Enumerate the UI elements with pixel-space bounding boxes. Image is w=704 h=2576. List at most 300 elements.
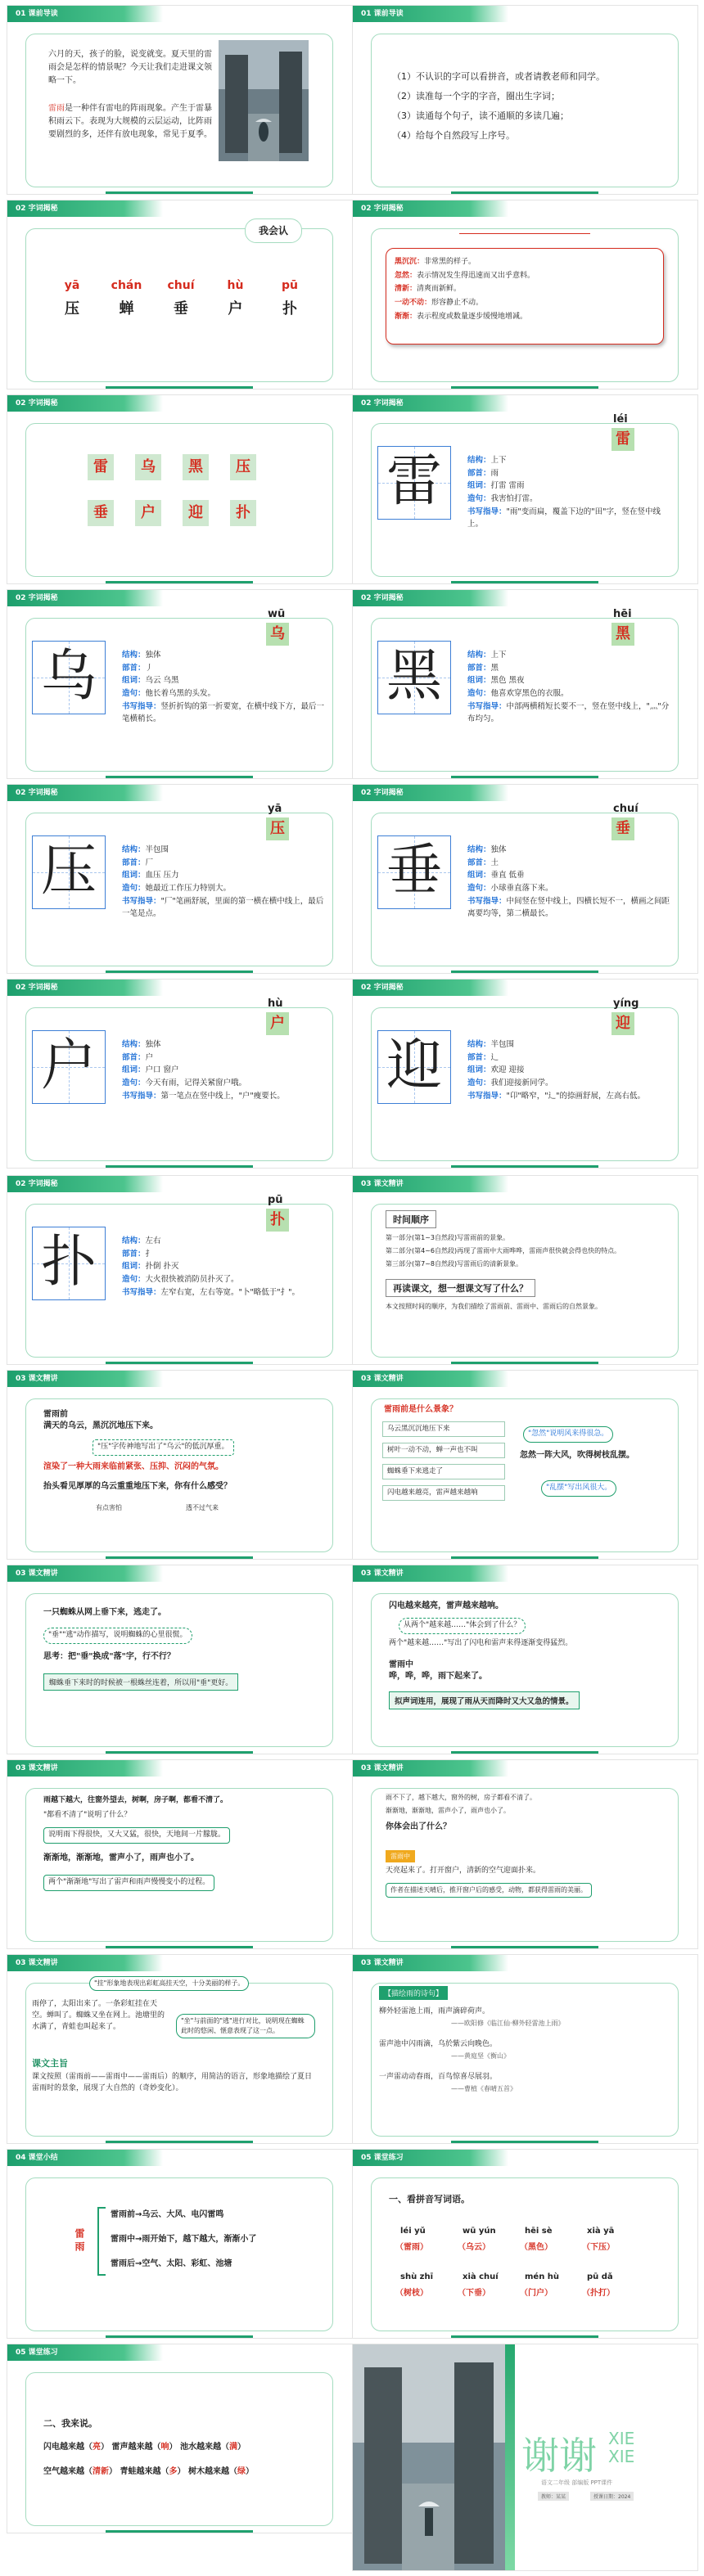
part-2: 第二部分(第4~6自然段)再现了雷雨中大雨哗哗，雷雨声很快就会得也快的特点。 [386, 1247, 621, 1254]
info-value: 雨 [490, 468, 499, 478]
answer-box: 蜘蛛垂下来时的时候被一根蛛丝连着，所以用"垂"更好。 [43, 1673, 238, 1691]
fill-answer[interactable]: 亮 [93, 2443, 101, 2452]
info-label: 造句： [122, 1079, 146, 1088]
thanks-text: 谢谢 [521, 2434, 597, 2478]
rain-sound: 哗，哗，哗，雨下起来了。 [389, 1672, 487, 1681]
section-header: 02 字词揭秘 [353, 980, 508, 996]
info-value: 竖折折钩的第一折要宽，在横中线下方，最后一笔横稍长。 [122, 701, 325, 724]
info-row [122, 687, 327, 700]
slide-24[interactable] [352, 2149, 698, 2339]
info-row [122, 649, 327, 662]
section-header: 03 课文精讲 [7, 1371, 163, 1387]
info-row [122, 1235, 327, 1248]
large-char: 黑 [386, 644, 442, 709]
info-value: 户口 窗户 [145, 1065, 179, 1075]
info-row [467, 844, 672, 857]
scene-row: 闪电越来越亮，雷声越来越响 [382, 1485, 505, 1501]
note-box: "挂"形象地表现出彩虹高挂天空，十分美丽的样子。 [89, 1976, 249, 1991]
info-label: 组词： [467, 481, 491, 491]
scene-row: 树叶一动不动，蝉一声也不叫 [382, 1443, 505, 1458]
section-header: 03 课文精讲 [353, 1955, 508, 1971]
slide-14[interactable] [352, 1175, 698, 1365]
summary-row: 雷雨后→空气、太阳、彩虹、池塘 [111, 2259, 232, 2268]
info-value: 扌 [145, 1249, 154, 1259]
info-row [467, 649, 672, 662]
pinyin-prompt: léi yǔ [400, 2227, 426, 2236]
char-tile[interactable]: 扑 [230, 500, 256, 526]
scene-row: 乌云黑沉沉地压下来 [382, 1421, 505, 1437]
slide-6[interactable] [352, 394, 698, 584]
slide-18[interactable] [352, 1565, 698, 1754]
line-2: 渐渐地，渐渐地，雷声小了，雨声也小了。 [386, 1807, 510, 1814]
info-value: 独体 [490, 845, 507, 854]
highlight-word: 雷雨 [48, 104, 65, 113]
tian-grid-char [32, 835, 106, 909]
slide-10[interactable] [352, 784, 698, 974]
poem-source: ——曹植《春晴五首》 [451, 2085, 517, 2092]
tian-grid-char [377, 835, 451, 909]
section-header: 04 课堂小结 [7, 2150, 163, 2166]
char-tile[interactable]: 乌 [135, 454, 161, 480]
info-label: 书写指导： [122, 701, 161, 711]
section-header: 02 字词揭秘 [353, 395, 508, 412]
teacher-tag: 教师：某某 [538, 2492, 569, 2501]
info-value: 垂直 低垂 [490, 871, 525, 880]
storm-label: 雷雨中 [389, 1660, 413, 1669]
pinyin: yā [64, 279, 80, 292]
char-pinyin: yíng [613, 998, 639, 1010]
vocab-def: 形容静止不动。 [431, 298, 484, 307]
slide-21[interactable] [7, 1954, 353, 2144]
slide-5[interactable] [7, 394, 353, 584]
poem-line: 一声雷动动春雨，百鸟惊喜尽展羽。 [379, 2073, 498, 2081]
answer-text: 本文按照时间的顺序，为我们描绘了雷雨前、雷雨中、雷雨后的自然景象。 [386, 1303, 602, 1310]
pinyin: hù [227, 279, 244, 292]
fill-answer[interactable]: 满 [228, 2443, 237, 2452]
bottom-accent [106, 1362, 253, 1364]
info-row [122, 1260, 327, 1273]
char-tile: 乌 [266, 623, 289, 646]
section-header: 03 课文精讲 [7, 1760, 163, 1777]
info-label: 部首： [467, 663, 491, 673]
line-1: 雨不下了，越下越大，窗外的树，房子都看不清了。 [386, 1794, 536, 1801]
question: 雷雨前是什么景象？ [384, 1405, 458, 1414]
bottom-accent [106, 1946, 253, 1948]
info-row [467, 687, 672, 700]
info-value: 上下 [490, 456, 507, 465]
info-value: 半包围 [145, 845, 169, 854]
bottom-accent [106, 1556, 253, 1559]
char-tile[interactable]: 户 [135, 500, 161, 526]
section-header: 05 课堂练习 [353, 2150, 508, 2166]
info-value: 大火很快被消防员扑灭了。 [145, 1275, 239, 1285]
info-value: 辶 [490, 1052, 499, 1062]
bottom-accent [451, 581, 598, 583]
answer[interactable]: （雷雨） [395, 2243, 428, 2252]
section-header: 02 字词揭秘 [7, 395, 163, 412]
tip-1: （1）不认识的字可以看拼音，或者请教老师和同学。 [392, 71, 605, 82]
section-header: 03 课文精讲 [353, 1176, 508, 1192]
info-label: 书写指导： [467, 896, 507, 906]
info-label: 造句： [467, 494, 491, 504]
bottom-accent [106, 776, 253, 778]
slide-4[interactable] [352, 200, 698, 390]
section-header: 02 字词揭秘 [7, 590, 163, 606]
info-row [122, 700, 327, 726]
slide-12[interactable] [352, 979, 698, 1169]
time-order-label: 时间顺序 [386, 1210, 436, 1228]
info-label: 结构： [122, 1236, 146, 1245]
pinyin: chán [111, 279, 142, 292]
vocab-row [395, 296, 655, 310]
answer[interactable]: （黑色） [520, 2243, 553, 2252]
tian-grid-char [377, 641, 451, 714]
info-row [467, 857, 672, 870]
info-value: 丿 [145, 663, 154, 673]
info-label: 书写指导： [467, 507, 507, 516]
large-char: 雷 [386, 449, 442, 514]
tip-4: （4）给每个自然段写上序号。 [392, 130, 515, 141]
info-value: 血压 压力 [145, 871, 179, 880]
info-label: 组词： [467, 871, 491, 880]
info-value: 中间竖在竖中线上，四横长短不一，横画之间距离要均等，第二横最长。 [467, 896, 670, 919]
note-sudden: "忽然"说明风来得很急。 [523, 1426, 613, 1443]
char-tile: 压 [266, 817, 289, 840]
fill-row [43, 2441, 246, 2454]
info-label: 部首： [122, 858, 146, 867]
info-label: 组词： [122, 676, 146, 686]
char-pinyin: hēi [613, 608, 632, 620]
speech-bubble: 我会认 [245, 218, 302, 243]
vocab-def: 非常黑的样子。 [424, 258, 476, 266]
poem-line: 柳外轻雷池上雨，雨声滴碎荷声。 [379, 2007, 490, 2015]
tip-2: （2）读准每一个字的字音，圈出生字词； [392, 91, 560, 101]
bracket [97, 2207, 106, 2276]
tip-badge: 雷雨中 [386, 1850, 415, 1862]
hanzi: 垂 [174, 300, 188, 317]
info-label: 造句： [467, 689, 491, 699]
fill-answer[interactable]: 多 [169, 2467, 178, 2476]
bottom-accent [106, 1751, 253, 1754]
info-value: 今天有雨，记得关紧窗户哦。 [145, 1079, 247, 1088]
bottom-accent [451, 971, 598, 973]
pinyin-card [50, 279, 94, 318]
intro-text: 六月的天，孩子的脸，说变就变。夏天里的雷雨会是怎样的情景呢？今天让我们走进课文领略一下。 [48, 50, 212, 85]
slide-17[interactable] [7, 1565, 353, 1754]
info-row [122, 1077, 327, 1090]
info-value: 中部两横稍短长要不一，竖在竖中线上，"灬"分布均匀。 [467, 701, 670, 724]
slide-20[interactable] [352, 1759, 698, 1949]
info-label: 书写指导： [122, 896, 161, 906]
part-3: 第三部分(第7~8自然段)写雷雨后的清新景象。 [386, 1260, 523, 1268]
char-pinyin: léi [613, 413, 628, 426]
slide-1[interactable] [7, 5, 353, 195]
slide-2[interactable] [352, 5, 698, 195]
info-value: 土 [490, 858, 499, 867]
bottom-accent [106, 2141, 253, 2143]
question: 抬头看见厚厚的乌云重重地压下来，你有什么感受？ [43, 1482, 232, 1491]
section-header: 03 课文精讲 [353, 1565, 508, 1582]
info-row [467, 467, 672, 480]
paragraph: 雨停了，太阳出来了。一条彩虹挂在天空。蝉叫了。蜘蛛又坐在网上。池塘里的水满了，青蛙也叫起来了。 [32, 2000, 165, 2031]
section-header: 01 课前导读 [353, 6, 508, 22]
info-label: 造句： [122, 884, 146, 894]
hanzi: 扑 [282, 300, 297, 317]
vocab-term: 忽然： [395, 271, 417, 280]
char-pinyin: yā [268, 803, 282, 815]
bottom-accent [451, 1165, 598, 1168]
bottom-accent [451, 2141, 598, 2143]
answer[interactable]: （扑打） [582, 2289, 615, 2298]
info-value: "雨"变而扁，覆盖下边的"田"字，竖在竖中线上。 [467, 507, 661, 529]
bottom-accent [106, 2335, 253, 2338]
slide-9[interactable] [7, 784, 353, 974]
slide-7[interactable] [7, 589, 353, 779]
info-value: 小球垂直落下来。 [490, 884, 553, 894]
bottom-accent [451, 776, 598, 778]
answer[interactable]: （门户） [520, 2289, 553, 2298]
info-row [467, 1064, 672, 1077]
info-label: 组词： [467, 1065, 491, 1075]
slide-25[interactable] [7, 2344, 353, 2533]
sentence: 一只蜘蛛从网上垂下来，逃走了。 [43, 1608, 166, 1617]
part-1: 第一部分(第1~3自然段)写雷雨前的景象。 [386, 1234, 510, 1241]
section-header: 01 课前导读 [7, 6, 163, 22]
info-row [467, 493, 672, 506]
bottom-accent [106, 1165, 253, 1168]
hanzi: 蝉 [119, 300, 134, 317]
info-row [467, 1077, 672, 1090]
bottom-accent [451, 2335, 598, 2338]
char-tile[interactable]: 迎 [183, 500, 209, 526]
sentence: 满天的乌云，黑沉沉地压下来。 [43, 1421, 158, 1430]
answer[interactable]: （下垂） [458, 2289, 490, 2298]
info-label: 结构： [122, 845, 146, 854]
info-value: 欢迎 迎接 [490, 1065, 525, 1075]
slide-8[interactable] [352, 589, 698, 779]
char-pinyin: chuí [613, 803, 639, 815]
info-row [467, 1090, 672, 1103]
sentence: 闪电越来越亮，雷声越来越响。 [389, 1601, 503, 1610]
summary-label: 雷雨 [74, 2228, 85, 2254]
vocab-term: 一动不动： [395, 298, 432, 307]
info-label: 书写指导： [122, 1287, 161, 1297]
info-label: 部首： [122, 1052, 146, 1062]
note-sway: "乱摆"写出风很大。 [541, 1480, 616, 1497]
bottom-accent [106, 581, 253, 583]
theme-title: 课文主旨 [32, 2058, 68, 2069]
answer-box: 拟声词连用，展现了雨从天而降时又大又急的情景。 [389, 1691, 580, 1709]
note-box-2: "坐"与前面的"逃"进行对比，说明现在蜘蛛此时的悠闲、惬意表现了这一点。 [176, 2014, 315, 2038]
explanation: 两个"越来越……"写出了闪电和雷声来得逐渐变得猛烈。 [389, 1639, 573, 1647]
info-row [467, 662, 672, 675]
before-storm-label: 雷雨前 [43, 1410, 68, 1419]
slide-15[interactable] [7, 1370, 353, 1560]
hanzi: 户 [228, 300, 243, 317]
vocab-def: 表示情况发生得迅速而又出乎意料。 [417, 271, 535, 280]
date-tag: 授课日期：2024 [590, 2492, 634, 2501]
info-value: 乌云 乌黑 [145, 676, 179, 686]
info-value: 我害怕打雷。 [490, 494, 538, 504]
pinyin-row [50, 279, 312, 318]
section-header: 02 字词揭秘 [7, 1176, 163, 1192]
pinyin-card [105, 279, 149, 318]
vocab-term: 渐渐： [395, 312, 417, 321]
char-info [122, 1235, 327, 1299]
char-tile: 扑 [266, 1209, 289, 1232]
slide-23[interactable] [7, 2149, 353, 2339]
tian-grid-char [32, 1030, 106, 1104]
info-value: 独体 [145, 651, 161, 660]
vocab-term: 黑沉沉： [395, 258, 425, 266]
char-tile: 垂 [611, 817, 634, 840]
bottom-accent [106, 971, 253, 973]
thanks-pinyin-1: XIE [608, 2429, 635, 2448]
info-row [122, 844, 327, 857]
poem-source: ——黄庭坚《衡山》 [451, 2052, 510, 2060]
info-value: 独体 [145, 1040, 161, 1049]
pinyin: pū [282, 279, 298, 292]
slide-22[interactable] [352, 1954, 698, 2144]
pinyin-card [268, 279, 312, 318]
info-label: 组词： [122, 1262, 146, 1272]
rain-street-image [219, 40, 309, 161]
info-label: 造句： [122, 689, 146, 699]
section-header: 02 字词揭秘 [7, 200, 163, 217]
large-char: 户 [40, 1034, 97, 1098]
answer[interactable]: （树枝） [395, 2289, 428, 2298]
answer[interactable]: （下压） [582, 2243, 615, 2252]
info-row [122, 1286, 327, 1299]
char-tile[interactable]: 垂 [88, 500, 114, 526]
slide-19[interactable] [7, 1759, 353, 1949]
slide-26-thanks[interactable] [352, 2344, 698, 2571]
large-char: 乌 [40, 644, 97, 709]
bottom-accent [451, 1362, 598, 1364]
note-box: "垂""逃"动作描写，说明蜘蛛的心里很慌。 [43, 1628, 192, 1644]
large-char: 压 [40, 839, 97, 903]
info-label: 书写指导： [467, 701, 507, 711]
line-3: 天亮起来了。打开窗户，清新的空气迎面扑来。 [386, 1867, 541, 1875]
section-header: 02 字词揭秘 [353, 590, 508, 606]
summary-row: 雷雨前→乌云、大风、电闪雷鸣 [111, 2210, 224, 2219]
info-label: 部首： [122, 1249, 146, 1259]
info-row [122, 1248, 327, 1261]
bottom-accent [106, 2530, 253, 2533]
info-label: 部首： [467, 858, 491, 867]
section-header: 02 字词揭秘 [353, 785, 508, 801]
info-row [467, 869, 672, 882]
section-header: 02 字词揭秘 [353, 200, 508, 217]
question: 你体会出了什么？ [386, 1822, 451, 1831]
pinyin-prompt: xià yā [587, 2227, 615, 2236]
bottom-accent [106, 191, 253, 194]
pinyin-prompt: shù zhī [400, 2272, 434, 2281]
info-row [122, 662, 327, 675]
poem-line: 雷声池中闪雨滴，乌於紫云向晚色。 [379, 2040, 498, 2048]
fill-answer[interactable]: 清新 [93, 2467, 109, 2476]
vocab-row [395, 282, 655, 296]
gate-photo [353, 2344, 505, 2571]
mood-text: 渲染了一种大雨来临前紧张、压抑、沉闷的气氛。 [43, 1462, 223, 1471]
info-label: 造句： [122, 1275, 146, 1285]
char-pinyin: pū [268, 1194, 283, 1206]
sentence-2: 渐渐地，渐渐地，雷声小了，雨声也小了。 [43, 1853, 199, 1862]
feeling-2: 透不过气来 [186, 1504, 219, 1511]
fill-text: 闪电越来越（ [43, 2443, 93, 2452]
bottom-accent [451, 1556, 598, 1559]
summary-row: 雷雨中→雨开始下，越下越大，渐渐小了 [111, 2235, 257, 2244]
fill-text: ） [245, 2467, 254, 2476]
fill-answer[interactable]: 响 [160, 2443, 169, 2452]
char-tile: 户 [266, 1012, 289, 1035]
feeling-1: 有点害怕 [96, 1504, 122, 1511]
note-box: "压"字传神地写出了"乌云"的低沉厚重。 [93, 1439, 234, 1456]
char-tile[interactable]: 压 [230, 454, 256, 480]
section-header: 02 字词揭秘 [7, 785, 163, 801]
info-label: 部首： [122, 663, 146, 673]
slide-11[interactable] [7, 979, 353, 1169]
info-row [467, 882, 672, 895]
slide-13[interactable] [7, 1175, 353, 1365]
char-tile[interactable]: 雷 [88, 454, 114, 480]
vocab-row [395, 310, 655, 324]
info-row [467, 480, 672, 493]
info-label: 结构： [122, 1040, 146, 1049]
info-value: 厂 [145, 858, 154, 867]
info-label: 结构： [467, 1040, 491, 1049]
thanks-pinyin-2: XIE [608, 2447, 635, 2466]
fill-answer[interactable]: 绿 [237, 2467, 246, 2476]
info-value: 左窄右宽，左右等宽。"卜"略低于"扌"。 [160, 1287, 300, 1297]
vocab-def: 表示程度或数量逐步缓慢地增减。 [417, 312, 528, 321]
large-char: 扑 [40, 1230, 97, 1295]
info-label: 结构： [467, 651, 491, 660]
pin-string [459, 233, 590, 234]
bottom-accent [451, 191, 598, 194]
info-value: 我们迎接新同学。 [490, 1079, 553, 1088]
wind-sentence: 忽然一阵大风，吹得树枝乱摆。 [520, 1451, 634, 1460]
fill-text: ） [237, 2443, 246, 2452]
info-row [467, 506, 672, 531]
info-row [122, 1052, 327, 1065]
info-value: 黑 [490, 663, 499, 673]
section-header: 03 课文精讲 [7, 1565, 163, 1582]
think-question: 思考：把"垂"换成"落"字，行不行？ [43, 1652, 175, 1661]
fill-text: ） 池水越来越（ [169, 2443, 229, 2452]
char-info [467, 649, 672, 726]
slide-3[interactable] [7, 200, 353, 390]
info-label: 组词： [122, 1065, 146, 1075]
info-value: 他喜欢穿黑色的衣服。 [490, 689, 569, 699]
info-row [467, 700, 672, 726]
info-row [122, 1273, 327, 1286]
info-label: 造句： [467, 1079, 491, 1088]
char-info [467, 844, 672, 921]
large-char: 迎 [386, 1034, 442, 1098]
vocab-row [395, 269, 655, 283]
question-box: 再读课文，想一想课文写了什么？ [386, 1279, 535, 1297]
pinyin-prompt: xià chuí [463, 2272, 499, 2281]
pinyin-prompt: mén hù [525, 2272, 560, 2281]
char-tile[interactable]: 黑 [183, 454, 209, 480]
answer[interactable]: （乌云） [458, 2243, 490, 2252]
info-value: "厂"笔画舒展，里面的第一横在横中线上，最后一笔是点。 [122, 896, 324, 919]
slide-16[interactable] [352, 1370, 698, 1560]
pinyin-card [159, 279, 203, 318]
question: "都看不清了"说明了什么？ [43, 1811, 132, 1819]
bottom-accent [451, 1751, 598, 1754]
